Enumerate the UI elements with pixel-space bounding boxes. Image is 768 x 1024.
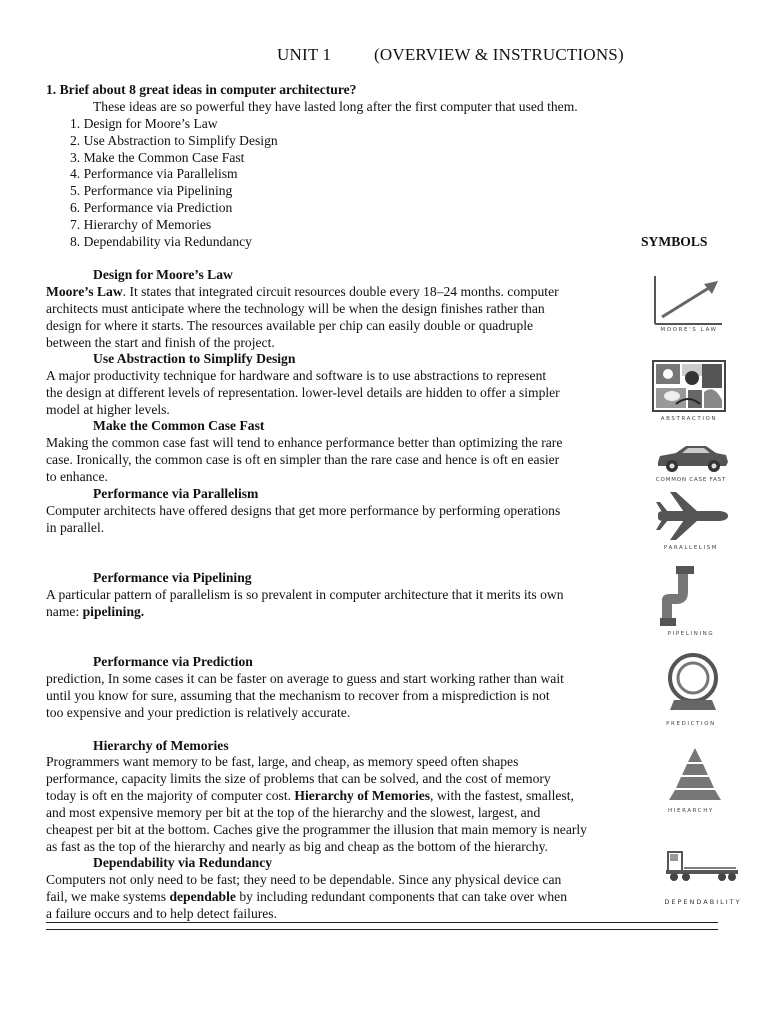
pipelining-term: pipelining. bbox=[82, 604, 145, 619]
pipelining-caption: PIPELINING bbox=[667, 631, 715, 637]
unit-title: UNIT 1 bbox=[277, 45, 332, 64]
double-rule-divider bbox=[46, 922, 718, 930]
dependable-term: dependable bbox=[169, 889, 236, 904]
section-body-dependability bbox=[46, 871, 648, 922]
idea-list-item: 5. Performance via Pipelining bbox=[70, 183, 233, 198]
section-heading-moore: Design for Moore’s Law bbox=[93, 267, 233, 282]
section-heading-pipelining: Performance via Pipelining bbox=[93, 570, 252, 585]
airplane-icon bbox=[654, 490, 728, 542]
section-body-moore bbox=[46, 283, 648, 351]
body-line: and most expensive memory per bit at the top of the hierarchy and the slowest, largest, and bbox=[46, 805, 541, 820]
section-heading-dependability: Dependability via Redundancy bbox=[93, 855, 273, 870]
idea-list-item: 1. Design for Moore’s Law bbox=[70, 116, 218, 131]
truck-icon bbox=[664, 846, 738, 886]
body-line: . It states that integrated circuit resources double every 18–24 months. computer bbox=[122, 284, 559, 299]
question-heading: 1. Brief about 8 great ideas in computer architecture? bbox=[46, 82, 357, 97]
section-heading-hierarchy: Hierarchy of Memories bbox=[93, 738, 229, 753]
moore-lead: Moore’s Law bbox=[46, 284, 123, 299]
moores-law-caption: MOORE'S LAW bbox=[660, 327, 718, 333]
pipe-icon bbox=[658, 564, 698, 628]
idea-list-item: 7. Hierarchy of Memories bbox=[70, 217, 212, 232]
moores-law-icon bbox=[650, 272, 726, 328]
body-line: fail, we make systems bbox=[46, 889, 170, 904]
section-heading-parallelism: Performance via Parallelism bbox=[93, 486, 259, 501]
body-line: Programmers want memory to be fast, large, and cheap, as memory speed often shapes bbox=[46, 754, 519, 769]
prediction-caption: PREDICTION bbox=[666, 721, 716, 727]
section-body-pipelining bbox=[46, 586, 648, 620]
body-line: model at higher levels. bbox=[46, 402, 170, 417]
body-line: in parallel. bbox=[46, 520, 105, 535]
body-line: A major productivity technique for hardware and software is to use abstractions to represent bbox=[46, 368, 547, 383]
body-line: case. Ironically, the common case is oft en simpler than the rare case and hence is oft en easier bbox=[46, 452, 560, 467]
body-line: until you know for sure, assuming that the mechanism to recover from a misprediction is not bbox=[46, 688, 550, 703]
common-case-caption: COMMON CASE FAST bbox=[655, 477, 727, 483]
section-heading-abstraction: Use Abstraction to Simplify Design bbox=[93, 351, 296, 366]
idea-list-item: 8. Dependability via Redundancy bbox=[70, 234, 252, 249]
idea-list-item: 2. Use Abstraction to Simplify Design bbox=[70, 133, 278, 148]
body-line: too expensive and your prediction is relatively accurate. bbox=[46, 705, 351, 720]
body-line: architects must anticipate where the technology will be when the design finishes rather than bbox=[46, 301, 545, 316]
body-line: Computer architects have offered designs that get more performance by performing operations bbox=[46, 503, 561, 518]
hierarchy-term: Hierarchy of Memories bbox=[294, 788, 431, 803]
section-body-hierarchy bbox=[46, 753, 666, 855]
idea-list-item: 4. Performance via Parallelism bbox=[70, 166, 238, 181]
hierarchy-caption: HIERARCHY bbox=[668, 808, 714, 814]
crystal-ball-icon bbox=[664, 652, 722, 714]
pyramid-icon bbox=[666, 746, 724, 802]
idea-list-item: 6. Performance via Prediction bbox=[70, 200, 233, 215]
parallelism-caption: PARALLELISM bbox=[663, 545, 719, 551]
section-body-common-case bbox=[46, 434, 648, 485]
section-heading-prediction: Performance via Prediction bbox=[93, 654, 253, 669]
question-intro: These ideas are so powerful they have lasted long after the first computer that used them. bbox=[93, 99, 578, 114]
body-line: Making the common case fast will tend to enhance performance better than optimizing the rare bbox=[46, 435, 563, 450]
car-icon bbox=[654, 440, 730, 474]
body-line: between the start and finish of the project. bbox=[46, 335, 275, 350]
body-line: by including redundant components that can take over when bbox=[235, 889, 567, 904]
section-heading-common-case: Make the Common Case Fast bbox=[93, 418, 265, 433]
body-line: as fast as the top of the hierarchy and nearly as big and cheap as the bottom of the hierarchy. bbox=[46, 839, 548, 854]
body-line: Computers not only need to be fast; they need to be dependable. Since any physical device can bbox=[46, 872, 562, 887]
body-line: cheapest per bit at the bottom. Caches give the programmer the illusion that main memory is nearly bbox=[46, 822, 587, 837]
idea-list-item: 3. Make the Common Case Fast bbox=[70, 150, 245, 165]
body-line: today is oft en the majority of computer cost. bbox=[46, 788, 295, 803]
body-line: name: bbox=[46, 604, 83, 619]
body-line: , with the fastest, smallest, bbox=[430, 788, 574, 803]
body-line: the design at different levels of representation. lower-level details are hidden to offer a simpler bbox=[46, 385, 560, 400]
body-line: a failure occurs and to help detect failures. bbox=[46, 906, 277, 921]
dependability-caption: DEPENDABILITY bbox=[664, 898, 742, 906]
unit-subtitle: (OVERVIEW & INSTRUCTIONS) bbox=[374, 45, 624, 64]
body-line: to enhance. bbox=[46, 469, 108, 484]
section-body-abstraction bbox=[46, 367, 648, 418]
abstraction-icon bbox=[652, 360, 726, 412]
section-body-prediction bbox=[46, 670, 648, 721]
body-line: A particular pattern of parallelism is so prevalent in computer architecture that it merits its own bbox=[46, 587, 564, 602]
abstraction-caption: ABSTRACTION bbox=[660, 416, 718, 422]
section-body-parallelism bbox=[46, 502, 648, 536]
body-line: prediction, In some cases it can be faster on average to guess and start working rather than wait bbox=[46, 671, 564, 686]
body-line: design for where it starts. The resources available per chip can easily double or quadruple bbox=[46, 318, 534, 333]
symbols-heading: SYMBOLS bbox=[641, 234, 708, 249]
body-line: performance, capacity limits the size of problems that can be solved, and the cost of memory bbox=[46, 771, 551, 786]
